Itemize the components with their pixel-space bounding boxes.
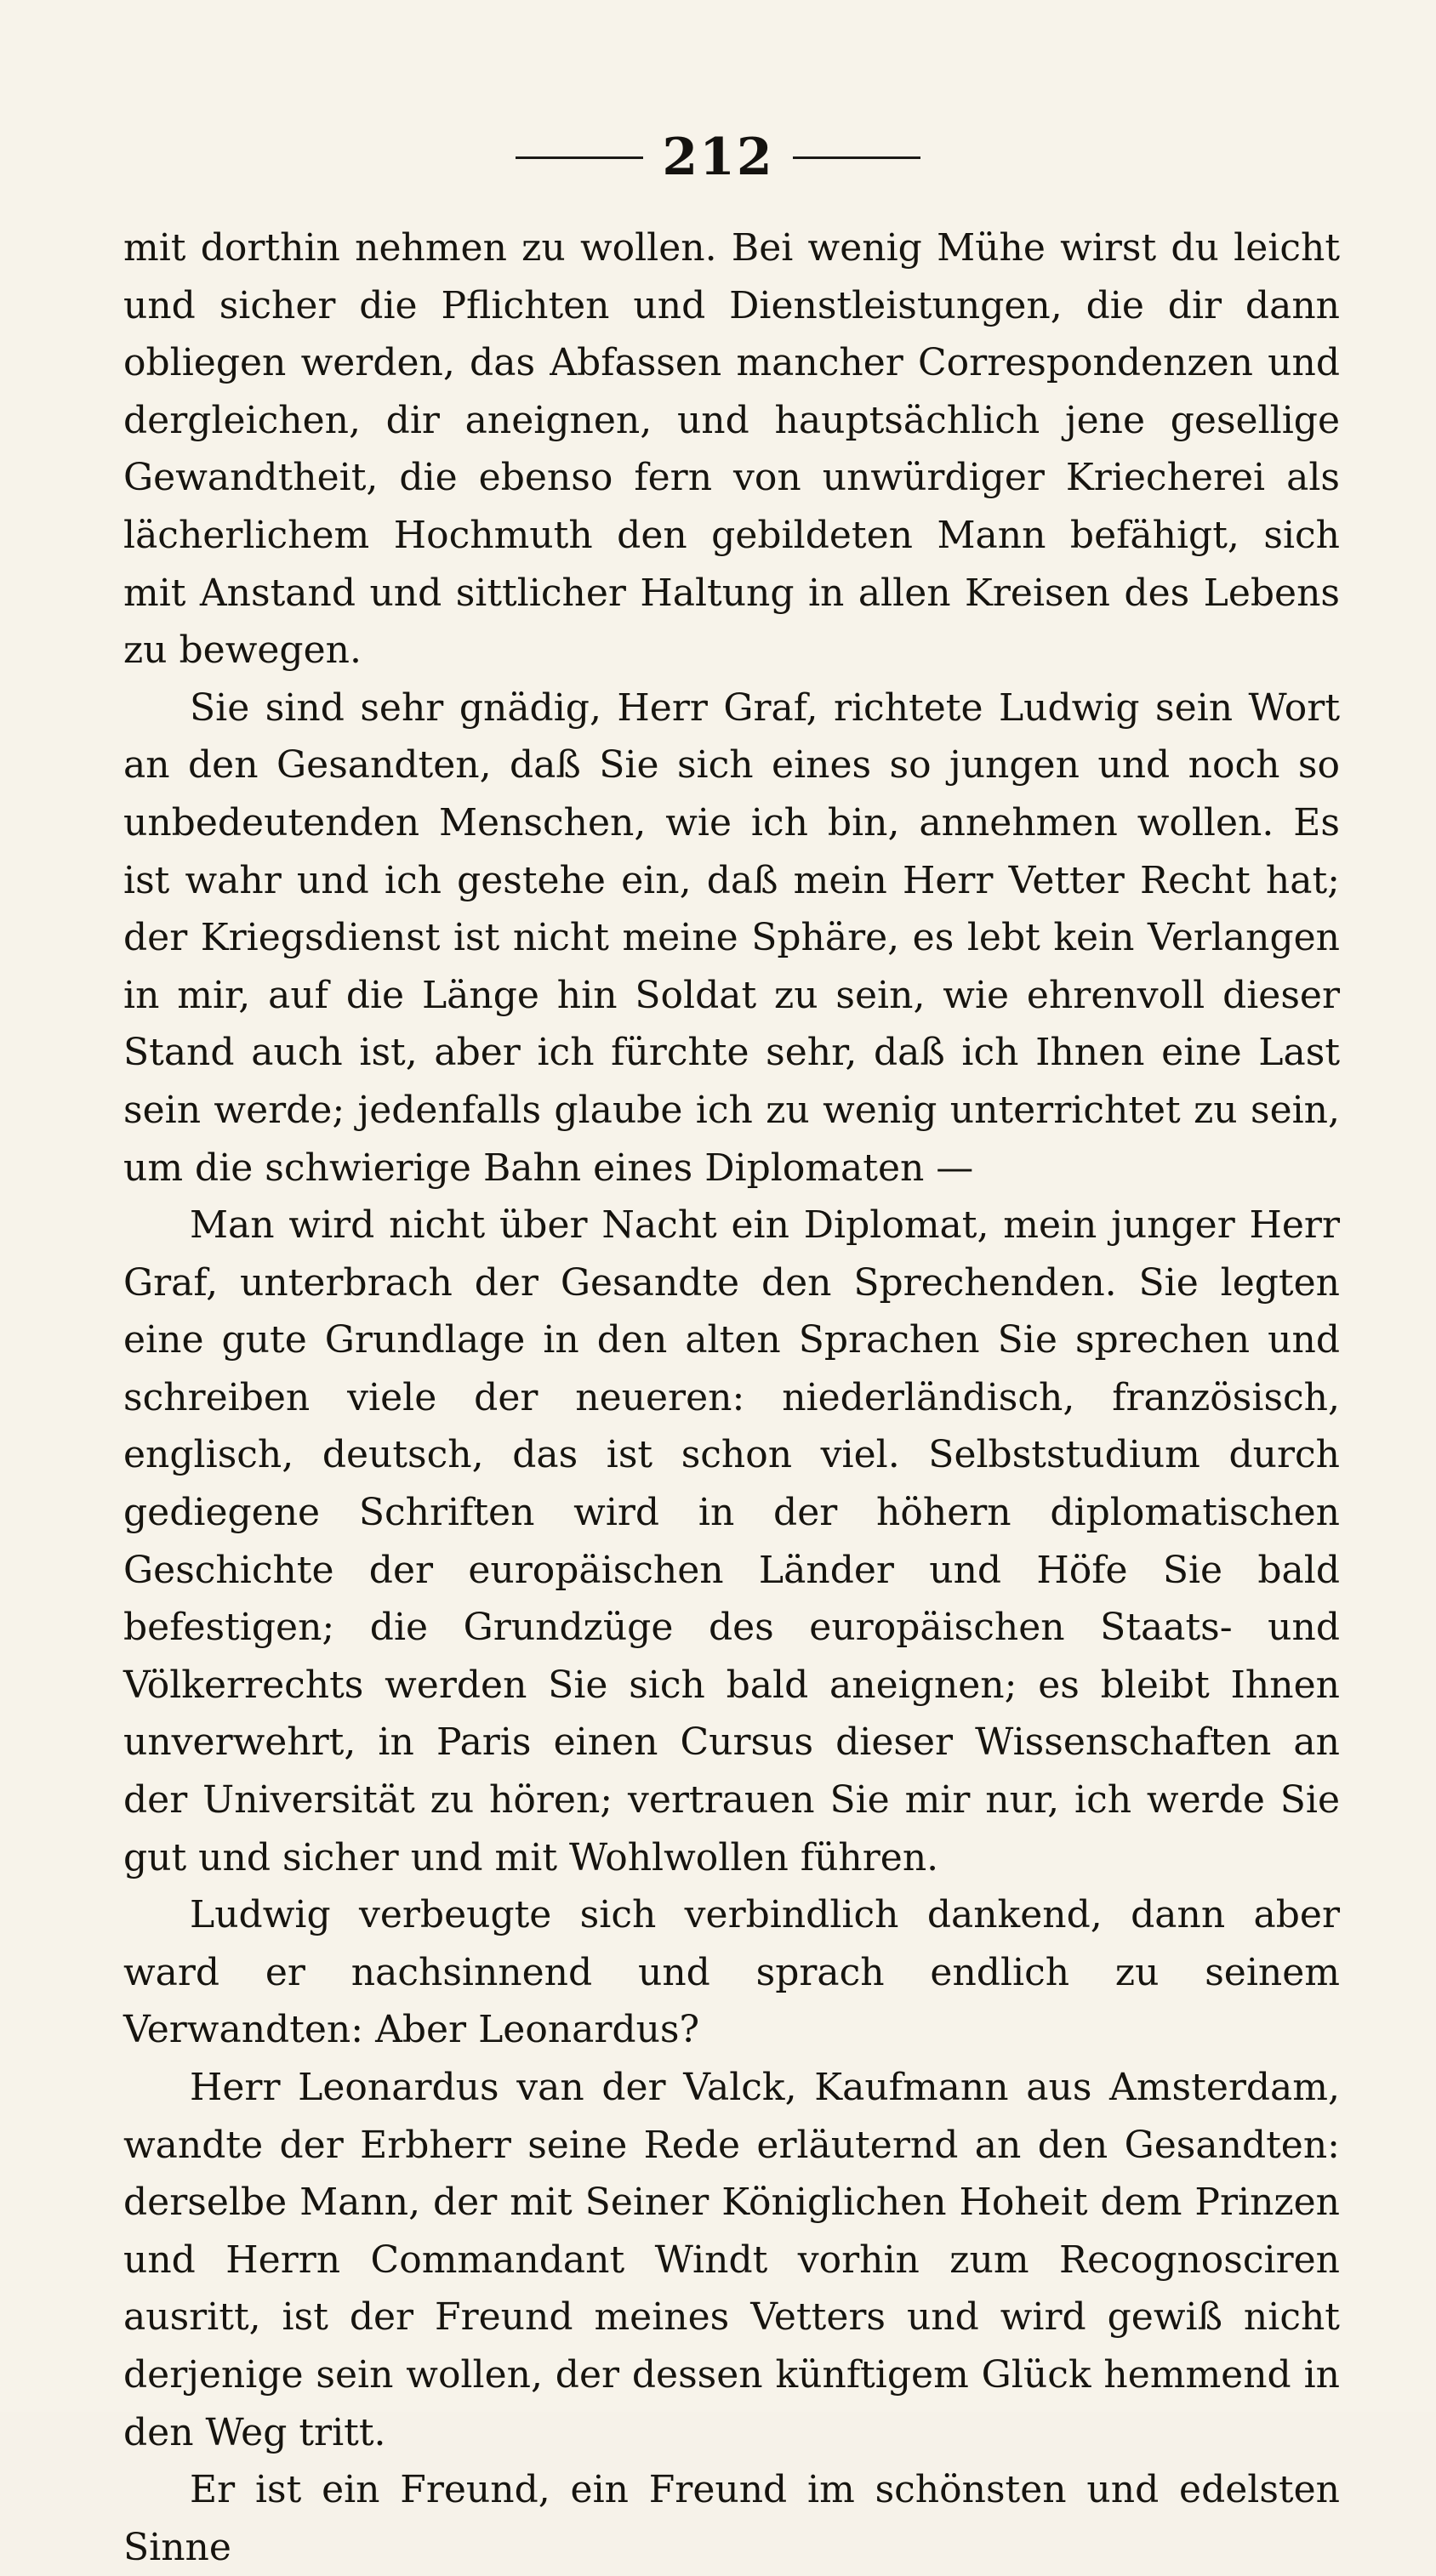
paragraph: Man wird nicht über Nacht ein Diplomat, mein junger Herr Graf, unterbrach der Gesandte den Sprechenden. Sie legten eine gute Grundlage in den alten Sprachen Sie sprechen und schreiben viele der neueren: niederländisch, französisch, englisch, deutsch, das ist schon viel. Selbststudium durch gediegene Schriften wird in der höhern diplomatischen Geschichte der europäischen Länder und Höfe Sie bald befestigen; die Grundzüge des europäischen Staats- und Völkerrechts werden Sie sich bald aneignen; es bleibt Ihnen unverwehrt, in Paris einen Cursus dieser Wissenschaften an der Universität zu hören; vertrauen Sie mir nur, ich werde Sie gut und sicher und mit Wohlwollen führen. [123, 1203, 1340, 1879]
header-rule-right [793, 156, 920, 159]
paragraph: Sie sind sehr gnädig, Herr Graf, richtete Ludwig sein Wort an den Gesandten, daß Sie sich eines so jungen und noch so unbedeutenden Menschen, wie ich bin, annehmen wollen. Es ist wahr und ich gestehe ein, daß mein Herr Vetter Recht hat; der Kriegsdienst ist nicht meine Sphäre, es lebt kein Verlangen in mir, auf die Länge hin Soldat zu sein, wie ehrenvoll dieser Stand auch ist, aber ich fürchte sehr, daß ich Ihnen eine Last sein werde; jedenfalls glaube ich zu wenig unterrichtet zu sein, um die schwierige Bahn eines Diplomaten — [123, 685, 1340, 1190]
paragraph: Ludwig verbeugte sich verbindlich dankend, dann aber ward er nachsinnend und sprach endlich zu seinem Verwandten: Aber Leonardus? [123, 1893, 1340, 2052]
page-header [0, 119, 1436, 196]
paragraph: Herr Leonardus van der Valck, Kaufmann aus Amsterdam, wandte der Erbherr seine Rede erläuternd an den Gesandten: derselbe Mann, der mit Seiner Königlichen Hoheit dem Prinzen und Herrn Commandant Windt vorhin zum Recognosciren ausritt, ist der Freund meines Vetters und wird gewiß nicht derjenige sein wollen, der dessen künftigem Glück hemmend in den Weg tritt. [123, 2066, 1340, 2454]
body-text [123, 219, 1340, 2576]
paragraph: Er ist ein Freund, ein Freund im schönsten und edelsten Sinne [123, 2468, 1340, 2569]
paragraph-continued: mit dorthin nehmen zu wollen. Bei wenig Mühe wirst du leicht und sicher die Pflichten und Dienstleistungen, die dir dann obliegen werden, das Abfassen mancher Correspondenzen und dergleichen, dir aneignen, und hauptsächlich jene gesellige Gewandtheit, die ebenso fern von unwürdiger Kriecherei als lächerlichem Hochmuth den gebildeten Mann befähigt, sich mit Anstand und sittlicher Haltung in allen Kreisen des Lebens zu bewegen. [123, 226, 1340, 673]
header-rule-left [516, 156, 643, 159]
page-number: 212 [662, 128, 774, 187]
